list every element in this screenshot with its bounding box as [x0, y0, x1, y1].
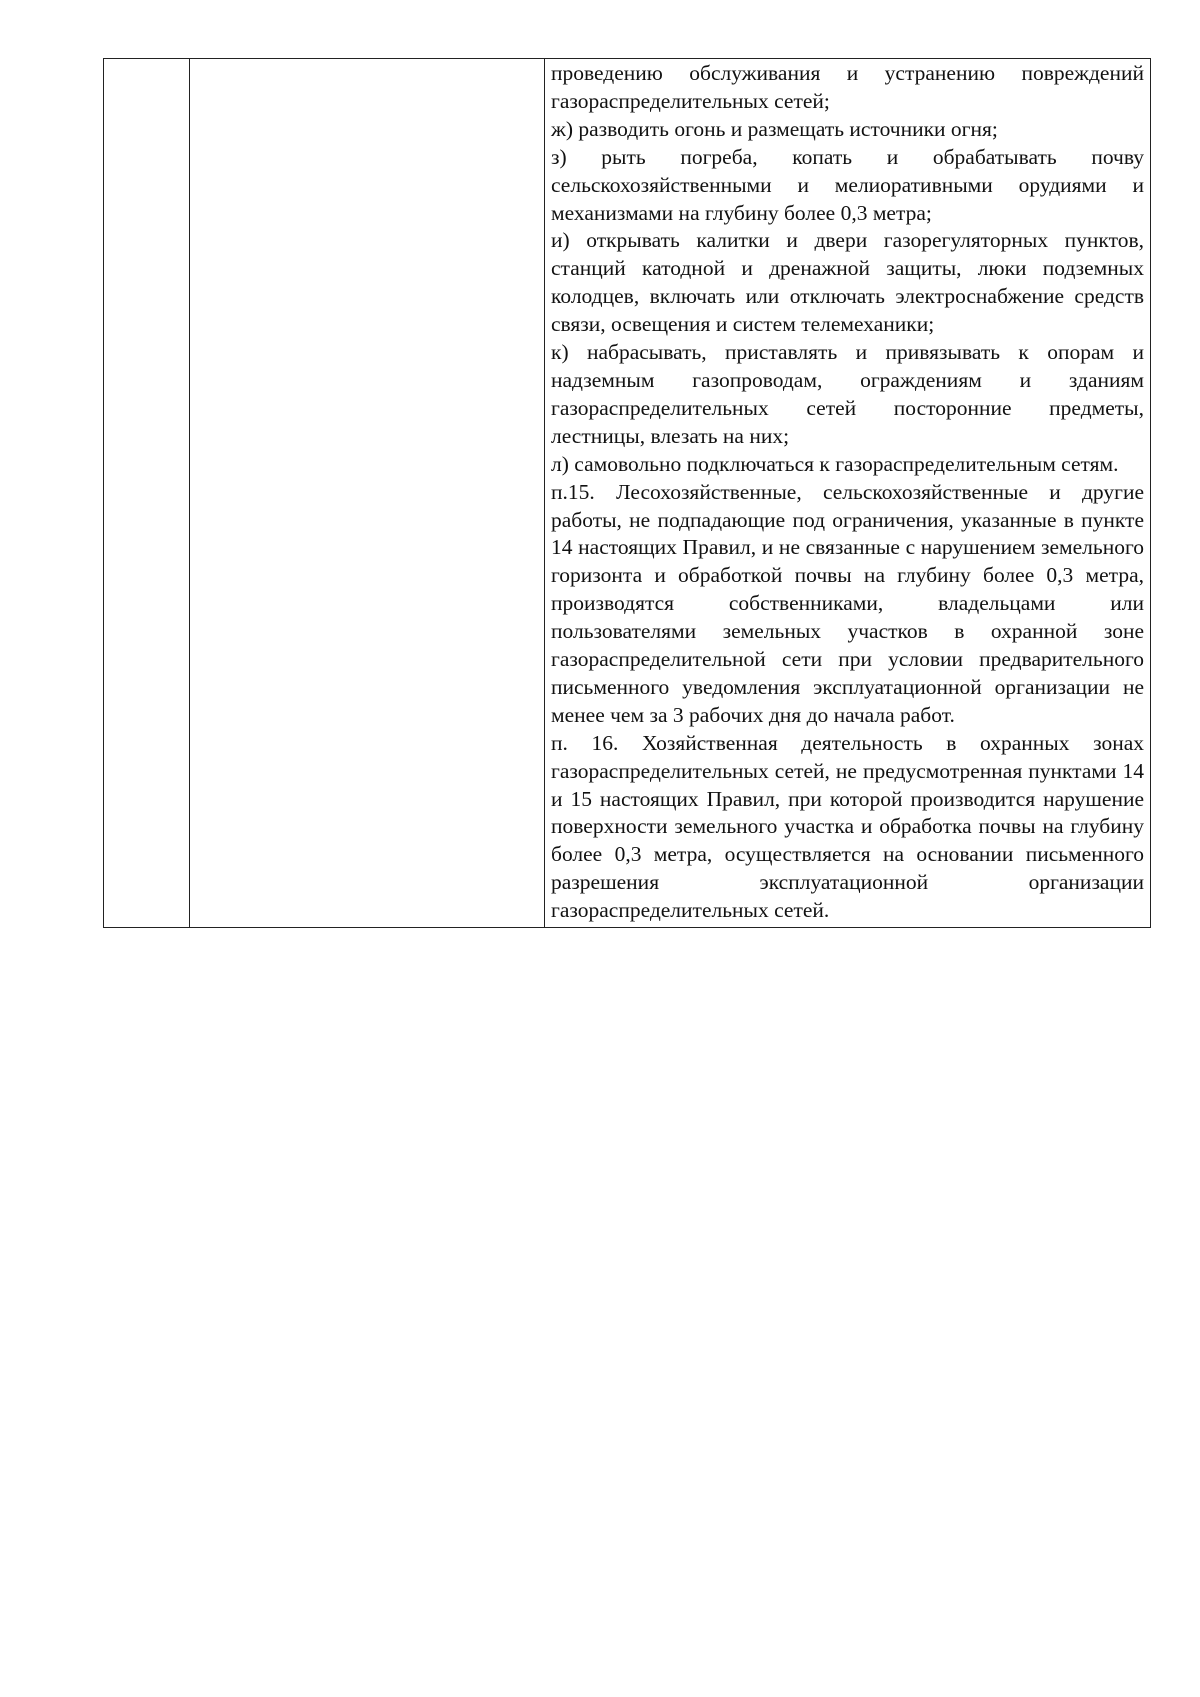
cell-title-text	[190, 59, 544, 62]
table-cell-content	[545, 59, 1151, 928]
paragraph-item-l: л) самовольно подключаться к газораспределительным сетям.	[551, 451, 1119, 476]
paragraph-item-zh: ж) разводить огонь и размещать источники огня;	[551, 116, 998, 141]
paragraph-item-z: з) рыть погреба, копать и обрабатывать почву сельскохозяйственными и мелиоративными орудиями и механизмами на глубину более 0,3 метра;	[551, 144, 1144, 225]
paragraph-item-k: к) набрасывать, приставлять и привязывать к опорам и надземным газопроводам, ограждениям и зданиям газораспределительных сетей посторонние предметы, лестницы, влезать на них;	[551, 340, 1144, 448]
table-cell-number	[104, 59, 190, 928]
table-cell-title	[190, 59, 545, 928]
paragraph-clause-16: п. 16. Хозяйственная деятельность в охранных зонах газораспределительных сетей, не предусмотренная пунктами 14 и 15 настоящих Правил, при которой производится нарушение поверхности земельного участка и обработка почвы на глубину более 0,3 метра, осуществляется на основании письменного разрешения эксплуатационной организации газораспределительных сетей.	[551, 730, 1144, 923]
paragraph-item-i: и) открывать калитки и двери газорегуляторных пунктов, станций катодной и дренажной защиты, люки подземных колодцев, включать или отключать электроснабжение средств связи, освещения и систем телемеханики;	[551, 228, 1144, 337]
document-table	[103, 58, 1151, 928]
cell-content-text	[545, 59, 1150, 927]
paragraph-continuation: проведению обслуживания и устранению повреждений газораспределительных сетей;	[551, 61, 1144, 113]
cell-number-text	[104, 59, 189, 62]
paragraph-clause-15: п.15. Лесохозяйственные, сельскохозяйственные и другие работы, не подпадающие под ограничения, указанные в пункте 14 настоящих Правил, и не связанные с нарушением земельного горизонта и обработкой почвы на глубину более 0,3 метра, производятся собственниками, владельцами или пользователями земельных участков в охранной зоне газораспределительной сети при условии предварительного письменного уведомления эксплуатационной организации не менее чем за 3 рабочих дня до начала работ.	[551, 479, 1144, 727]
table-row	[104, 59, 1151, 928]
